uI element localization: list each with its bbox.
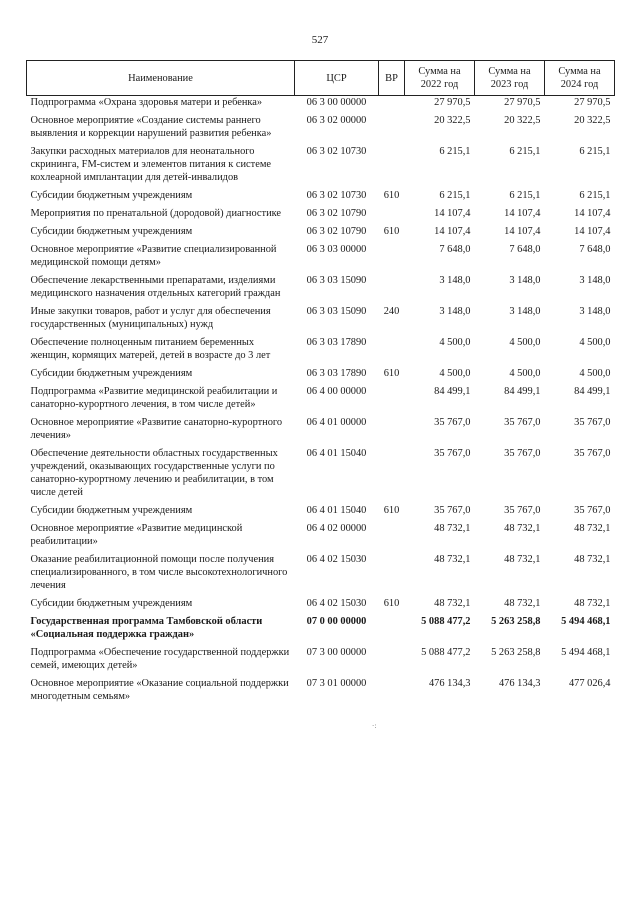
- row-sum-2022-cell: 4 500,0: [439, 368, 471, 379]
- row-sum-2022-cell: 35 767,0: [434, 448, 471, 459]
- row-name-cell: Обеспечение деятельности областных государственных учреждений, оказывающих государственные услуги по санаторно-курортному лечению и реабилитации, в том числе детей: [30, 448, 278, 498]
- table-row: [27, 207, 615, 225]
- row-sum-2023-cell: 4 500,0: [509, 368, 541, 379]
- row-vr-cell: [379, 207, 405, 225]
- row-sum-2022-cell: 14 107,4: [434, 226, 471, 237]
- table-body: [27, 96, 615, 709]
- row-sum-2022-cell: 84 499,1: [434, 386, 471, 397]
- table-row: [27, 646, 615, 677]
- table-row: [27, 367, 615, 385]
- table-row: [27, 189, 615, 207]
- row-sum-2024-cell: 6 215,1: [579, 146, 611, 157]
- row-vr-cell: [379, 677, 405, 708]
- row-sum-2023-cell: 84 499,1: [504, 386, 541, 397]
- row-name-cell: Основное мероприятие «Развитие медицинской реабилитации»: [30, 523, 243, 547]
- row-name-cell: Подпрограмма «Обеспечение государственной поддержки семей, имеющих детей»: [30, 647, 290, 671]
- row-sum-2023-cell: 48 732,1: [504, 554, 541, 565]
- row-sum-2023-cell: 14 107,4: [504, 208, 541, 219]
- row-csr-cell: 06 3 03 00000: [306, 244, 367, 255]
- budget-table: [26, 60, 615, 708]
- row-name-cell: Мероприятия по пренатальной (дородовой) диагностике: [30, 208, 282, 219]
- row-vr-cell: [379, 243, 405, 274]
- table-row: [27, 145, 615, 189]
- row-sum-2022-cell: 4 500,0: [439, 337, 471, 348]
- row-name-cell: Оказание реабилитационной помощи после получения специализированного, в том числе высокотехнологичного лечения: [30, 554, 288, 591]
- row-sum-2024-cell: 35 767,0: [574, 505, 611, 516]
- row-name-cell: Основное мероприятие «Оказание социальной поддержки многодетным семьям»: [30, 678, 289, 702]
- table-row: [27, 615, 615, 646]
- row-csr-cell: 06 3 03 15090: [306, 275, 367, 286]
- table-row: [27, 274, 615, 305]
- table-row: [27, 522, 615, 553]
- row-csr-cell: 06 4 01 00000: [306, 417, 367, 428]
- row-sum-2022-cell: 48 732,1: [434, 554, 471, 565]
- header-name: Наименование: [27, 61, 295, 96]
- row-name-cell: Государственная программа Тамбовской области «Социальная поддержка граждан»: [30, 616, 263, 640]
- row-sum-2023-cell: 5 263 258,8: [491, 616, 541, 627]
- row-sum-2023-cell: 35 767,0: [504, 417, 541, 428]
- row-csr-cell: 07 3 01 00000: [306, 678, 367, 689]
- table-row: [27, 243, 615, 274]
- row-sum-2022-cell: 3 148,0: [439, 275, 471, 286]
- row-vr-cell: [379, 646, 405, 677]
- row-sum-2023-cell: 4 500,0: [509, 337, 541, 348]
- page-number: 527: [311, 34, 329, 46]
- table-row: [27, 96, 615, 115]
- row-sum-2024-cell: 5 494 468,1: [561, 616, 611, 627]
- table-row: [27, 114, 615, 145]
- row-vr-cell: 610: [383, 226, 400, 237]
- row-sum-2022-cell: 7 648,0: [439, 244, 471, 255]
- row-sum-2022-cell: 476 134,3: [428, 678, 471, 689]
- row-sum-2024-cell: 20 322,5: [574, 115, 611, 126]
- row-csr-cell: 06 3 02 10790: [306, 226, 367, 237]
- row-sum-2023-cell: 6 215,1: [509, 190, 541, 201]
- table-row: [27, 225, 615, 243]
- row-vr-cell: [379, 96, 405, 115]
- row-sum-2024-cell: 3 148,0: [579, 306, 611, 317]
- row-vr-cell: 610: [383, 598, 400, 609]
- table-header-row: [27, 61, 615, 96]
- row-vr-cell: [379, 145, 405, 189]
- row-sum-2024-cell: 4 500,0: [579, 337, 611, 348]
- row-sum-2023-cell: 3 148,0: [509, 275, 541, 286]
- row-sum-2024-cell: 5 494 468,1: [561, 647, 611, 658]
- row-name-cell: Подпрограмма «Развитие медицинской реабилитации и санаторно-курортного лечения, в том числе детей»: [30, 386, 278, 410]
- row-sum-2024-cell: 3 148,0: [579, 275, 611, 286]
- row-csr-cell: 07 3 00 00000: [306, 647, 367, 658]
- row-sum-2022-cell: 5 088 477,2: [421, 616, 471, 627]
- row-sum-2024-cell: 6 215,1: [579, 190, 611, 201]
- row-csr-cell: 06 3 00 00000: [306, 97, 367, 108]
- row-vr-cell: 610: [383, 368, 400, 379]
- row-vr-cell: [379, 522, 405, 553]
- row-sum-2023-cell: 35 767,0: [504, 505, 541, 516]
- row-vr-cell: 610: [383, 505, 400, 516]
- row-sum-2024-cell: 35 767,0: [574, 448, 611, 459]
- scan-speck: ·:: [372, 722, 377, 730]
- row-sum-2024-cell: 477 026,4: [568, 678, 611, 689]
- row-sum-2024-cell: 48 732,1: [574, 598, 611, 609]
- row-vr-cell: [379, 447, 405, 504]
- row-sum-2022-cell: 6 215,1: [439, 190, 471, 201]
- row-sum-2022-cell: 27 970,5: [434, 97, 471, 108]
- row-sum-2023-cell: 48 732,1: [504, 598, 541, 609]
- row-sum-2024-cell: 48 732,1: [574, 554, 611, 565]
- row-name-cell: Обеспечение лекарственными препаратами, изделиями медицинского назначения отдельных категорий граждан: [30, 275, 281, 299]
- row-sum-2022-cell: 6 215,1: [439, 146, 471, 157]
- row-name-cell: Обеспечение полноценным питанием беременных женщин, кормящих матерей, детей в возрасте до 3 лет: [30, 337, 271, 361]
- row-sum-2022-cell: 3 148,0: [439, 306, 471, 317]
- table-row: [27, 553, 615, 597]
- row-sum-2022-cell: 20 322,5: [434, 115, 471, 126]
- row-vr-cell: 240: [383, 306, 400, 317]
- row-vr-cell: [379, 416, 405, 447]
- row-sum-2024-cell: 84 499,1: [574, 386, 611, 397]
- row-csr-cell: 06 3 03 17890: [306, 368, 367, 379]
- row-sum-2023-cell: 48 732,1: [504, 523, 541, 534]
- row-name-cell: Субсидии бюджетным учреждениям: [30, 368, 193, 379]
- row-vr-cell: [379, 114, 405, 145]
- row-sum-2022-cell: 35 767,0: [434, 417, 471, 428]
- row-sum-2023-cell: 3 148,0: [509, 306, 541, 317]
- row-name-cell: Основное мероприятие «Развитие санаторно-курортного лечения»: [30, 417, 283, 441]
- row-name-cell: Иные закупки товаров, работ и услуг для обеспечения государственных (муниципальных) нужд: [30, 306, 271, 330]
- row-sum-2024-cell: 48 732,1: [574, 523, 611, 534]
- table-row: [27, 447, 615, 504]
- row-sum-2024-cell: 14 107,4: [574, 208, 611, 219]
- table-row: [27, 597, 615, 615]
- row-vr-cell: [379, 274, 405, 305]
- header-csr: ЦСР: [295, 61, 379, 96]
- row-csr-cell: 06 4 01 15040: [306, 448, 367, 459]
- row-name-cell: Закупки расходных материалов для неонатального скрининга, FM-систем и элементов питания к системе кохлеарной имплантации для детей-инвалидов: [30, 146, 272, 183]
- row-csr-cell: 06 3 02 10790: [306, 208, 367, 219]
- row-sum-2022-cell: 5 088 477,2: [421, 647, 471, 658]
- row-sum-2024-cell: 7 648,0: [579, 244, 611, 255]
- row-name-cell: Субсидии бюджетным учреждениям: [30, 190, 193, 201]
- row-name-cell: Основное мероприятие «Развитие специализированной медицинской помощи детям»: [30, 244, 277, 268]
- row-sum-2023-cell: 20 322,5: [504, 115, 541, 126]
- row-vr-cell: [379, 553, 405, 597]
- row-sum-2022-cell: 14 107,4: [434, 208, 471, 219]
- header-sum-2023: Сумма на 2023 год: [475, 61, 545, 96]
- row-vr-cell: 610: [383, 190, 400, 201]
- row-sum-2022-cell: 35 767,0: [434, 505, 471, 516]
- row-sum-2023-cell: 27 970,5: [504, 97, 541, 108]
- row-vr-cell: [379, 615, 405, 646]
- row-sum-2023-cell: 35 767,0: [504, 448, 541, 459]
- row-csr-cell: 07 0 00 00000: [306, 616, 367, 627]
- row-sum-2024-cell: 27 970,5: [574, 97, 611, 108]
- row-name-cell: Подпрограмма «Охрана здоровья матери и ребенка»: [30, 97, 263, 108]
- table-row: [27, 305, 615, 336]
- row-name-cell: Субсидии бюджетным учреждениям: [30, 226, 193, 237]
- row-name-cell: Основное мероприятие «Создание системы раннего выявления и коррекции нарушений развития ребенка»: [30, 115, 272, 139]
- table-row: [27, 504, 615, 522]
- row-sum-2024-cell: 35 767,0: [574, 417, 611, 428]
- row-csr-cell: 06 4 02 00000: [306, 523, 367, 534]
- row-csr-cell: 06 4 02 15030: [306, 554, 367, 565]
- row-sum-2023-cell: 476 134,3: [498, 678, 541, 689]
- row-sum-2022-cell: 48 732,1: [434, 523, 471, 534]
- table-row: [27, 336, 615, 367]
- header-sum-2022: Сумма на 2022 год: [405, 61, 475, 96]
- row-csr-cell: 06 3 02 10730: [306, 146, 367, 157]
- row-sum-2023-cell: 5 263 258,8: [491, 647, 541, 658]
- row-csr-cell: 06 4 02 15030: [306, 598, 367, 609]
- row-csr-cell: 06 3 03 15090: [306, 306, 367, 317]
- row-csr-cell: 06 3 02 10730: [306, 190, 367, 201]
- row-name-cell: Субсидии бюджетным учреждениям: [30, 505, 193, 516]
- row-sum-2023-cell: 6 215,1: [509, 146, 541, 157]
- row-vr-cell: [379, 385, 405, 416]
- row-sum-2023-cell: 14 107,4: [504, 226, 541, 237]
- row-sum-2022-cell: 48 732,1: [434, 598, 471, 609]
- table-row: [27, 385, 615, 416]
- row-csr-cell: 06 3 02 00000: [306, 115, 367, 126]
- row-vr-cell: [379, 336, 405, 367]
- table-row: [27, 416, 615, 447]
- row-csr-cell: 06 4 01 15040: [306, 505, 367, 516]
- row-csr-cell: 06 4 00 00000: [306, 386, 367, 397]
- row-name-cell: Субсидии бюджетным учреждениям: [30, 598, 193, 609]
- row-sum-2023-cell: 7 648,0: [509, 244, 541, 255]
- header-sum-2024: Сумма на 2024 год: [545, 61, 615, 96]
- row-csr-cell: 06 3 03 17890: [306, 337, 367, 348]
- header-vr: ВР: [379, 61, 405, 96]
- row-sum-2024-cell: 4 500,0: [579, 368, 611, 379]
- table-row: [27, 677, 615, 708]
- row-sum-2024-cell: 14 107,4: [574, 226, 611, 237]
